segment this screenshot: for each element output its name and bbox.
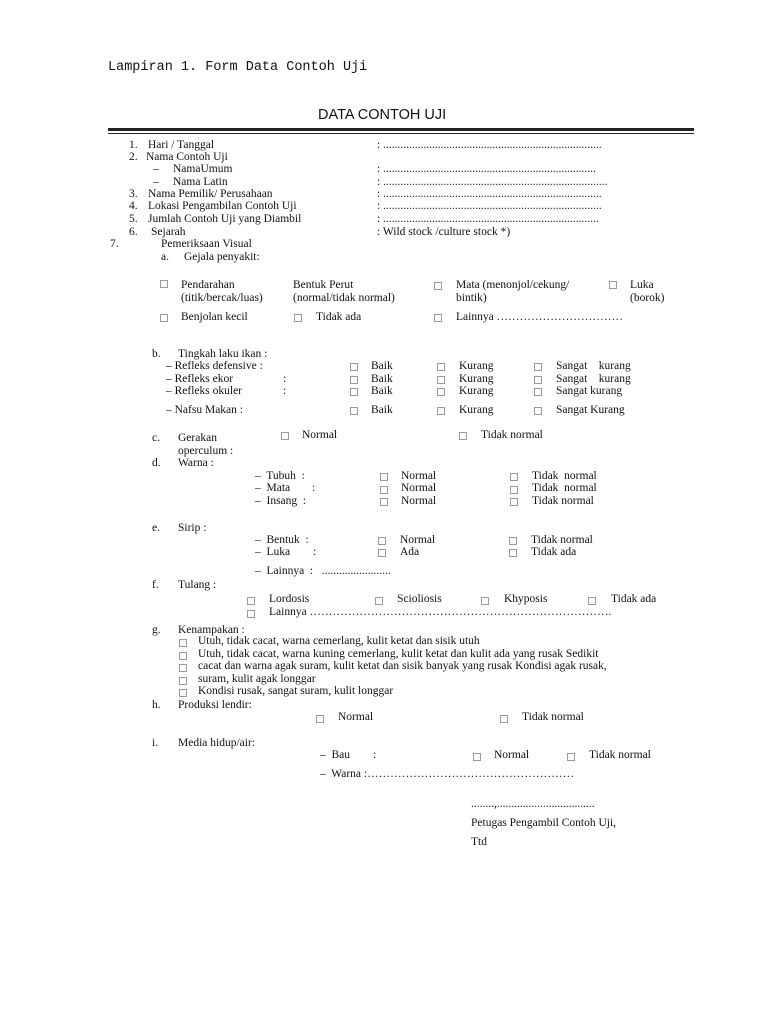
checkbox-ekor-baik[interactable]: [350, 376, 358, 384]
appearance-item: Kondisi rusak, sangat suram, kulit longgar: [198, 685, 394, 697]
option-tidak-ada: Tidak ada: [531, 546, 577, 558]
subsection-title-tulang: Tulang :: [178, 579, 217, 591]
field-label-nama-latin: Nama Latin: [173, 176, 228, 188]
checkbox-bentuk-normal[interactable]: [378, 537, 386, 545]
signature-ttd: Ttd: [471, 836, 487, 848]
field-dash: –: [153, 176, 159, 188]
option-tidak-normal: Tidak normal: [522, 711, 584, 723]
section-title-visual: Pemeriksaan Visual: [161, 238, 252, 250]
option-normal: Normal: [338, 711, 374, 723]
behavior-label-nafsu-makan: – Nafsu Makan :: [166, 404, 243, 416]
option-luka-detail: (borok): [630, 292, 665, 304]
option-kurang: Kurang: [459, 373, 494, 385]
behavior-label-refleks-okuler: – Refleks okuler: [166, 385, 243, 397]
checkbox-kenampakan-3[interactable]: [179, 664, 187, 672]
checkbox-okuler-sangat-kurang[interactable]: [534, 388, 542, 396]
section-num: 7.: [110, 238, 119, 250]
field-num: 3.: [129, 188, 138, 200]
field-num: 4.: [129, 200, 138, 212]
option-luka: Luka: [630, 279, 654, 291]
option-normal: Normal: [494, 749, 530, 761]
form-title: DATA CONTOH UJI: [318, 107, 447, 123]
behavior-colon: :: [283, 373, 287, 385]
checkbox-insang-tidak-normal[interactable]: [510, 498, 518, 506]
option-normal: Normal: [401, 495, 437, 507]
checkbox-kenampakan-5[interactable]: [179, 689, 187, 697]
checkbox-mata-normal[interactable]: [380, 486, 388, 494]
checkbox-nafsu-baik[interactable]: [350, 407, 358, 415]
option-pendarahan-detail: (titik/bercak/luas): [181, 292, 263, 304]
fin-colon: :: [313, 546, 317, 558]
checkbox-operculum-normal[interactable]: [281, 432, 289, 440]
appearance-item: suram, kulit agak longgar: [198, 673, 316, 685]
subsection-title-kenampakan: Kenampakan :: [178, 624, 245, 636]
option-khyposis: Khyposis: [504, 593, 548, 605]
option-mata: Mata (menonjol/cekung/: [456, 279, 570, 291]
option-normal: Normal: [400, 534, 436, 546]
appearance-item: Utuh, tidak cacat, warna cemerlang, kulit ketat dan sisik utuh: [198, 635, 480, 647]
subsection-letter: b.: [152, 348, 161, 360]
field-value-nama-latin[interactable]: : ..............................................................................: [377, 176, 608, 188]
subsection-title-gerakan: Gerakan: [178, 432, 217, 444]
field-label-nama-contoh-uji: Nama Contoh Uji: [146, 151, 228, 163]
checkbox-luka[interactable]: [609, 281, 617, 289]
option-tidak-normal: Tidak normal: [532, 482, 597, 494]
fin-label-luka: – Luka: [255, 546, 291, 558]
checkbox-tidak-ada[interactable]: [294, 314, 302, 322]
checkbox-kenampakan-1[interactable]: [179, 639, 187, 647]
option-sangat-kurang: Sangat Kurang: [556, 404, 625, 416]
appendix-title: Lampiran 1. Form Data Contoh Uji: [108, 60, 368, 75]
checkbox-okuler-kurang[interactable]: [437, 388, 445, 396]
option-tidak-normal: Tidak normal: [532, 495, 594, 507]
option-benjolan: Benjolan kecil: [181, 311, 248, 323]
checkbox-lainnya[interactable]: [434, 314, 442, 322]
field-label-lokasi: Lokasi Pengambilan Contoh Uji: [148, 200, 297, 212]
option-tulang-lainnya[interactable]: Lainnya …………………………………………………………………….: [269, 606, 612, 618]
checkbox-operculum-tidak-normal[interactable]: [459, 432, 467, 440]
field-num: 5.: [129, 213, 138, 225]
subsection-letter: h.: [152, 699, 161, 711]
checkbox-defensive-sangat-kurang[interactable]: [534, 363, 542, 371]
signature-role: Petugas Pengambil Contoh Uji,: [471, 817, 617, 829]
title-rule-thin: [108, 133, 694, 134]
media-colon: :: [373, 749, 377, 761]
checkbox-lordosis[interactable]: [247, 597, 255, 605]
checkbox-bau-normal[interactable]: [473, 753, 481, 761]
option-lordosis: Lordosis: [269, 593, 310, 605]
option-tidak-normal: Tidak normal: [531, 534, 593, 546]
field-value-nama-pemilik[interactable]: : ............................................................................: [377, 188, 602, 200]
appearance-item: cacat dan warna agak suram, kulit ketat dan sisik banyak yang rusak Kondisi agak rusak,: [198, 660, 607, 672]
checkbox-nafsu-sangat-kurang[interactable]: [534, 407, 542, 415]
option-sangat-kurang: Sangat kurang: [556, 385, 623, 397]
option-tidak-normal: Tidak normal: [532, 470, 597, 482]
checkbox-scioliosis[interactable]: [375, 597, 383, 605]
checkbox-okuler-baik[interactable]: [350, 388, 358, 396]
checkbox-luka-ada[interactable]: [378, 549, 386, 557]
media-label-bau: – Bau: [320, 749, 351, 761]
subsection-title-operculum: operculum :: [178, 445, 234, 457]
media-warna-field[interactable]: – Warna :………………………………………………: [320, 768, 575, 780]
behavior-label-refleks-ekor: – Refleks ekor: [166, 373, 234, 385]
color-label-mata: – Mata: [255, 482, 291, 494]
option-baik: Baik: [371, 360, 393, 372]
field-num: 2.: [129, 151, 138, 163]
checkbox-defensive-kurang[interactable]: [437, 363, 445, 371]
subsection-title-media-hidup: Media hidup/air:: [178, 737, 255, 749]
checkbox-kenampakan-2[interactable]: [179, 652, 187, 660]
behavior-colon: :: [283, 385, 287, 397]
checkbox-bau-tidak-normal[interactable]: [567, 753, 575, 761]
option-mata-detail: bintik): [456, 292, 487, 304]
field-value-jumlah[interactable]: : ...........................................................................: [377, 213, 599, 225]
title-rule-thick: [108, 128, 694, 131]
field-label-sejarah: Sejarah: [151, 226, 186, 238]
option-kurang: Kurang: [459, 404, 494, 416]
option-normal: Normal: [401, 482, 437, 494]
option-bentuk-perut-detail: (normal/tidak normal): [293, 292, 395, 304]
subsection-title-produksi-lendir: Produksi lendir:: [178, 699, 252, 711]
field-label-hari-tanggal: Hari / Tanggal: [148, 139, 215, 151]
color-label-tubuh: – Tubuh :: [255, 470, 305, 482]
option-tidak-ada: Tidak ada: [316, 311, 362, 323]
checkbox-tulang-lainnya[interactable]: [247, 610, 255, 618]
color-label-insang: – Insang :: [255, 495, 307, 507]
appearance-item: Utuh, tidak cacat, warna kuning cemerlang, kulit ketat dan kulit ada yang rusak Sedikit: [198, 648, 599, 660]
option-baik: Baik: [371, 404, 393, 416]
checkbox-tubuh-tidak-normal[interactable]: [510, 473, 518, 481]
checkbox-mata-tidak-normal[interactable]: [510, 486, 518, 494]
checkbox-bentuk-tidak-normal[interactable]: [509, 537, 517, 545]
checkbox-lendir-normal[interactable]: [316, 715, 324, 723]
option-normal: Normal: [401, 470, 437, 482]
checkbox-khyposis[interactable]: [481, 597, 489, 605]
checkbox-tulang-tidak-ada[interactable]: [588, 597, 596, 605]
option-normal: Normal: [302, 429, 338, 441]
checkbox-lendir-tidak-normal[interactable]: [500, 715, 508, 723]
subsection-title-warna: Warna :: [178, 457, 214, 469]
subsection-letter: i.: [152, 737, 159, 749]
signature-place-date[interactable]: ........,..................................: [471, 798, 595, 810]
color-colon: :: [312, 482, 316, 494]
option-kurang: Kurang: [459, 385, 494, 397]
option-scioliosis: Scioliosis: [397, 593, 442, 605]
field-value-sejarah[interactable]: : Wild stock /culture stock *): [377, 226, 511, 238]
checkbox-ekor-sangat-kurang[interactable]: [534, 376, 542, 384]
checkbox-kenampakan-4[interactable]: [179, 677, 187, 685]
option-pendarahan: Pendarahan: [181, 279, 235, 291]
subsection-letter: f.: [152, 579, 159, 591]
checkbox-defensive-baik[interactable]: [350, 363, 358, 371]
checkbox-mata[interactable]: [434, 282, 442, 290]
field-value-hari-tanggal[interactable]: : ............................................................................: [377, 139, 602, 151]
field-label-nama-umum: NamaUmum: [173, 163, 233, 175]
checkbox-pendarahan[interactable]: [160, 280, 168, 288]
option-tidak-ada: Tidak ada: [611, 593, 657, 605]
subsection-letter: c.: [152, 432, 160, 444]
option-tidak-normal: Tidak normal: [589, 749, 651, 761]
option-bentuk-perut: Bentuk Perut: [293, 279, 354, 291]
checkbox-tubuh-normal[interactable]: [380, 473, 388, 481]
option-baik: Baik: [371, 385, 393, 397]
field-label-nama-pemilik: Nama Pemilik/ Perusahaan: [148, 188, 273, 200]
option-ada: Ada: [400, 546, 420, 558]
checkbox-insang-normal[interactable]: [380, 498, 388, 506]
field-dash: –: [153, 163, 159, 175]
checkbox-luka-tidak-ada[interactable]: [509, 549, 517, 557]
field-value-lokasi[interactable]: : ............................................................................: [377, 200, 602, 212]
fin-lainnya[interactable]: – Lainnya : ........................: [255, 565, 391, 577]
subsection-title-sirip: Sirip :: [178, 522, 207, 534]
behavior-label-refleks-defensive: – Refleks defensive :: [166, 360, 263, 372]
subsection-title-gejala: Gejala penyakit:: [184, 251, 260, 263]
subsection-letter: d.: [152, 457, 161, 469]
field-num: 1.: [129, 139, 138, 151]
option-lainnya[interactable]: Lainnya ……………………………: [456, 311, 624, 323]
subsection-letter: e.: [152, 522, 160, 534]
field-num: 6.: [129, 226, 138, 238]
subsection-letter: g.: [152, 624, 161, 636]
option-sangat-kurang: Sangat kurang: [556, 360, 631, 372]
field-value-nama-umum[interactable]: : ..........................................................................: [377, 163, 596, 175]
option-sangat-kurang: Sangat kurang: [556, 373, 631, 385]
fin-label-bentuk: – Bentuk :: [255, 534, 309, 546]
option-tidak-normal: Tidak normal: [481, 429, 543, 441]
subsection-letter: a.: [161, 251, 169, 263]
subsection-title-tingkah-laku: Tingkah laku ikan :: [178, 348, 268, 360]
option-baik: Baik: [371, 373, 393, 385]
checkbox-benjolan[interactable]: [160, 314, 168, 322]
option-kurang: Kurang: [459, 360, 494, 372]
checkbox-ekor-kurang[interactable]: [437, 376, 445, 384]
checkbox-nafsu-kurang[interactable]: [437, 407, 445, 415]
field-label-jumlah: Jumlah Contoh Uji yang Diambil: [148, 213, 302, 225]
